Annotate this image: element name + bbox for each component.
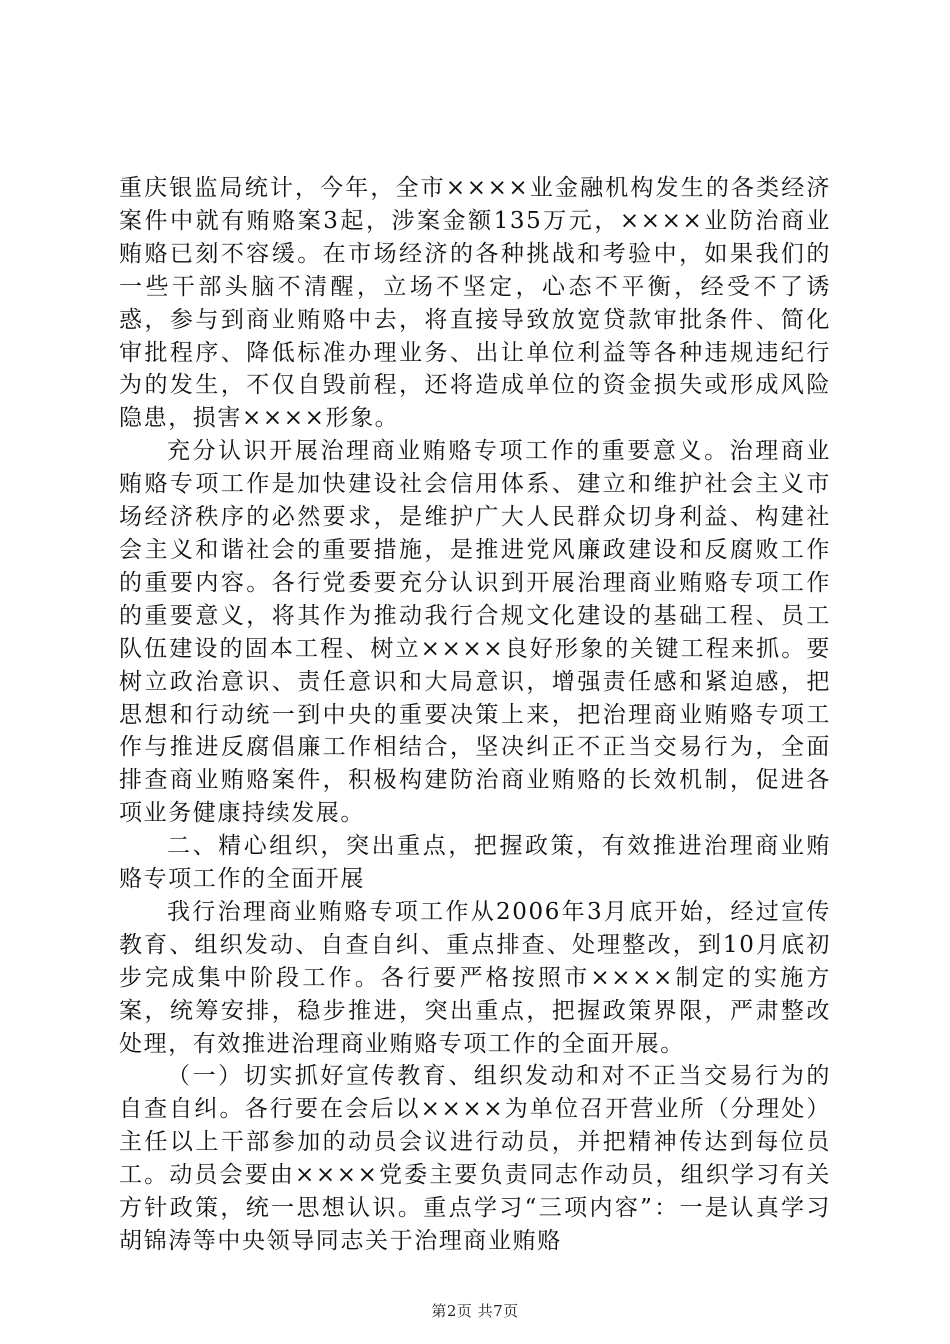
paragraph-3: 我行治理商业贿赂专项工作从2006年3月底开始，经过宣传教育、组织发动、自查自纠、重点排查、处理整改，到10月底初步完成集中阶段工作。各行要严格按照市××××制定的实施方案，统筹安排，稳步推进，突出重点，把握政策界限，严肃整改处理，有效推进治理商业贿赂专项工作的全面开展。 [119,898,831,1057]
paragraph-1: 重庆银监局统计，今年，全市××××业金融机构发生的各类经济案件中就有贿赂案3起，涉案金额135万元，××××业防治商业贿赂已刻不容缓。在市场经济的各种挑战和考验中，如果我们的一些干部头脑不清醒，立场不坚定，心态不平衡，经受不了诱惑，参与到商业贿赂中去，将直接导致放宽贷款审批条件、简化审批程序、降低标准办理业务、出让单位利益等各种违规违纪行为的发生，不仅自毁前程，还将造成单位的资金损失或形成风险隐患，损害××××形象。 [119,175,831,432]
paragraph-4: （一）切实抓好宣传教育、组织发动和对不正当交易行为的自查自纠。各行要在会后以××××为单位召开营业所（分理处）主任以上干部参加的动员会议进行动员，并把精神传达到每位员工。动员会要由××××党委主要负责同志作动员，组织学习有关方针政策，统一思想认识。重点学习“三项内容”：一是认真学习胡锦涛等中央领导同志关于治理商业贿赂 [119,1063,831,1254]
page-number-footer: 第2页 共7页 [431,1302,519,1320]
paragraph-2: 充分认识开展治理商业贿赂专项工作的重要意义。治理商业贿赂专项工作是加快建设社会信用体系、建立和维护社会主义市场经济秩序的必然要求，是维护广大人民群众切身利益、构建社会主义和谐社会的重要措施，是推进党风廉政建设和反腐败工作的重要内容。各行党委要充分认识到开展治理商业贿赂专项工作的重要意义，将其作为推动我行合规文化建设的基础工程、员工队伍建设的固本工程、树立××××良好形象的关键工程来抓。要树立政治意识、责任意识和大局意识，增强责任感和紧迫感，把思想和行动统一到中央的重要决策上来，把治理商业贿赂专项工作与推进反腐倡廉工作相结合，坚决纠正不正当交易行为，全面排查商业贿赂案件，积极构建防治商业贿赂的长效机制，促进各项业务健康持续发展。 [119,438,831,827]
document-body [119,172,831,1258]
section-heading-2: 二、精心组织，突出重点，把握政策，有效推进治理商业贿赂专项工作的全面开展 [119,833,831,893]
